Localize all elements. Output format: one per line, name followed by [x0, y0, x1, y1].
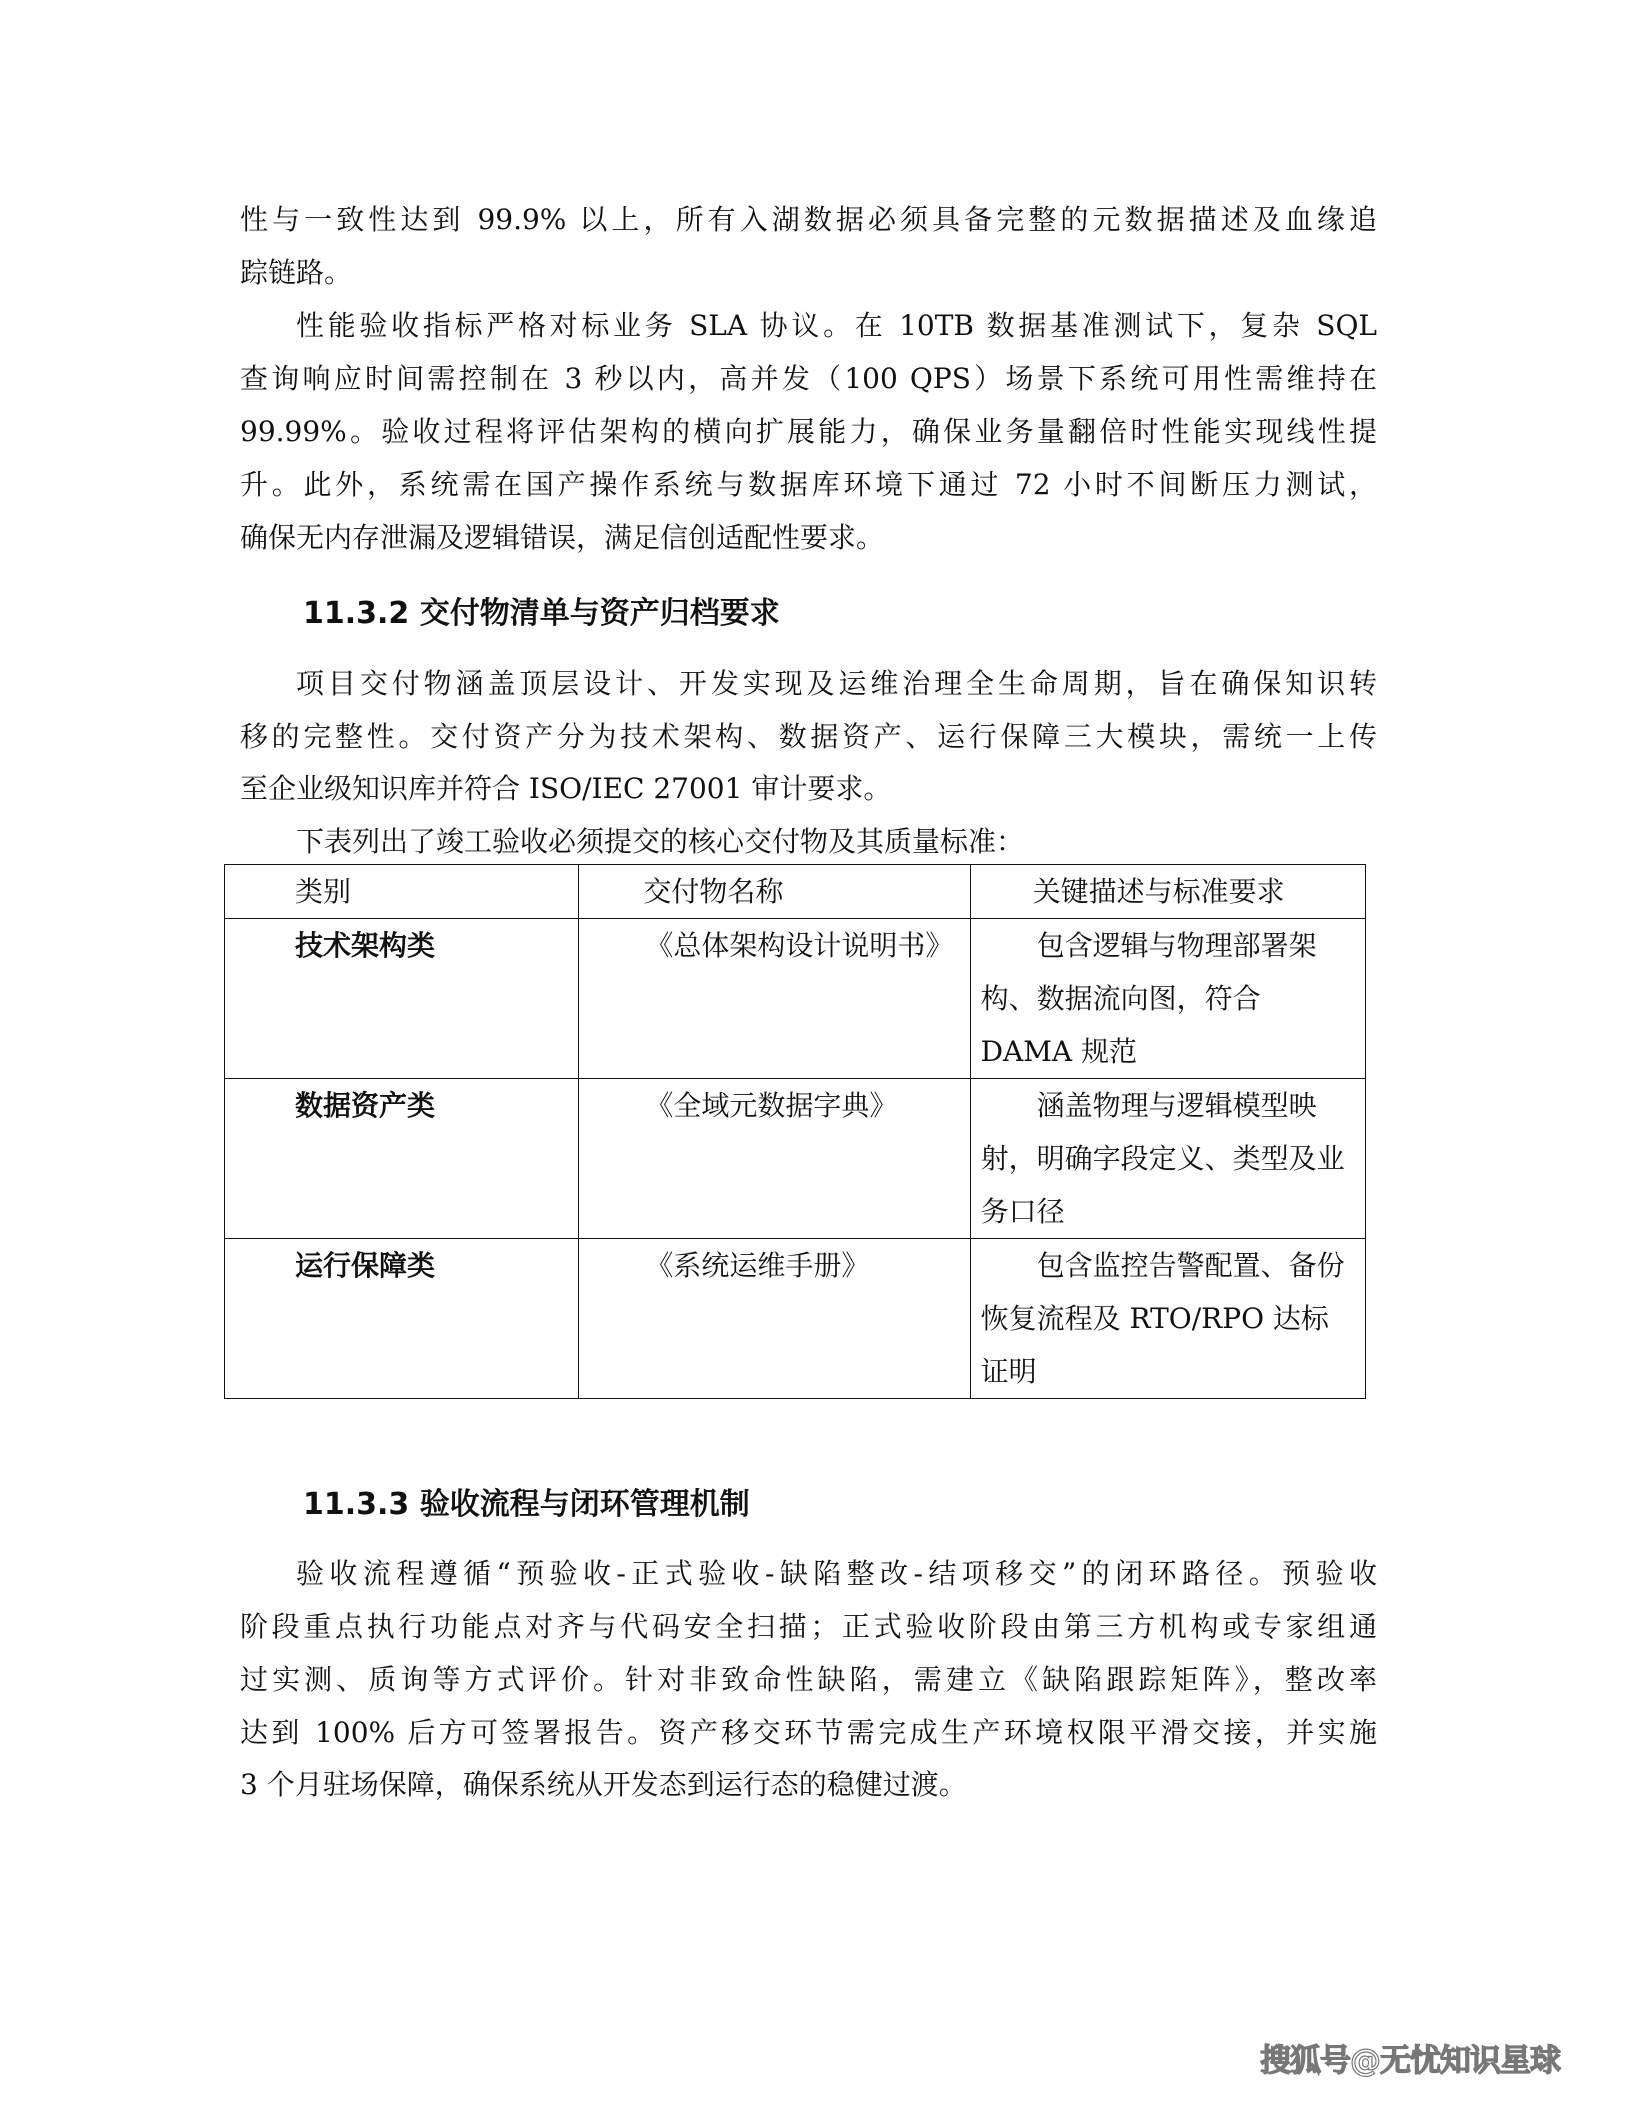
para3-line: 项目交付物涵盖顶层设计、开发实现及运维治理全生命周期，旨在确保知识转: [296, 667, 1377, 700]
section-heading-11-3-3: 11.3.3 验收流程与闭环管理机制: [303, 1487, 750, 1522]
cell-desc: 涵盖物理与逻辑模型映射，明确字段定义、类型及业务口径: [980, 1089, 1345, 1228]
cell-category: 运行保障类: [295, 1249, 436, 1282]
cell-desc: 包含逻辑与物理部署架构、数据流向图，符合 DAMA 规范: [980, 929, 1317, 1068]
header-name: 交付物名称: [579, 865, 970, 919]
header-desc: 关键描述与标准要求: [970, 865, 1365, 919]
para2-line: 99.99%。验收过程将评估架构的横向扩展能力，确保业务量翻倍时性能实现线性提: [240, 415, 1377, 448]
para1-line: 踪链路。: [240, 256, 353, 289]
para2-line: 查询响应时间需控制在 3 秒以内，高并发（100 QPS）场景下系统可用性需维持在: [240, 362, 1377, 395]
table-header-row: [225, 865, 1366, 919]
para3-line: 至企业级知识库并符合 ISO/IEC 27001 审计要求。: [240, 772, 892, 805]
para4-line: 验收流程遵循“预验收-正式验收-缺陷整改-结项移交”的闭环路径。预验收: [296, 1557, 1377, 1590]
para2-line: 升。此外，系统需在国产操作系统与数据库环境下通过 72 小时不间断压力测试，: [240, 468, 1377, 501]
cell-name: 《全域元数据字典》: [645, 1089, 898, 1122]
section-heading-11-3-2: 11.3.2 交付物清单与资产归档要求: [303, 596, 780, 631]
para2-line: 确保无内存泄漏及逻辑错误，满足信创适配性要求。: [240, 521, 885, 554]
para4-line: 3 个月驻场保障，确保系统从开发态到运行态的稳健过渡。: [240, 1768, 967, 1801]
table-row: [225, 1079, 1366, 1239]
cell-category: 数据资产类: [295, 1089, 436, 1122]
table-row: [225, 919, 1366, 1079]
watermark: 搜狐号@无忧知识星球: [1260, 2043, 1560, 2079]
header-category: 类别: [225, 865, 579, 919]
para1-line: 性与一致性达到 99.9% 以上，所有入湖数据必须具备完整的元数据描述及血缘追: [240, 203, 1377, 236]
para4-line: 过实测、质询等方式评价。针对非致命性缺陷，需建立《缺陷跟踪矩阵》，整改率: [240, 1663, 1377, 1696]
para4-line: 阶段重点执行功能点对齐与代码安全扫描；正式验收阶段由第三方机构或专家组通: [240, 1610, 1377, 1643]
cell-desc: 包含监控告警配置、备份恢复流程及 RTO/RPO 达标证明: [980, 1249, 1345, 1388]
cell-category: 技术架构类: [295, 929, 436, 962]
table-row: [225, 1239, 1366, 1399]
table-intro: 下表列出了竣工验收必须提交的核心交付物及其质量标准：: [296, 825, 1025, 858]
para2-line: 性能验收指标严格对标业务 SLA 协议。在 10TB 数据基准测试下，复杂 SQL: [296, 309, 1377, 342]
deliverables-table: [224, 864, 1366, 1399]
para3-line: 移的完整性。交付资产分为技术架构、数据资产、运行保障三大模块，需统一上传: [240, 720, 1377, 753]
para4-line: 达到 100% 后方可签署报告。资产移交环节需完成生产环境权限平滑交接，并实施: [240, 1716, 1377, 1749]
cell-name: 《总体架构设计说明书》: [645, 929, 954, 962]
cell-name: 《系统运维手册》: [645, 1249, 870, 1282]
